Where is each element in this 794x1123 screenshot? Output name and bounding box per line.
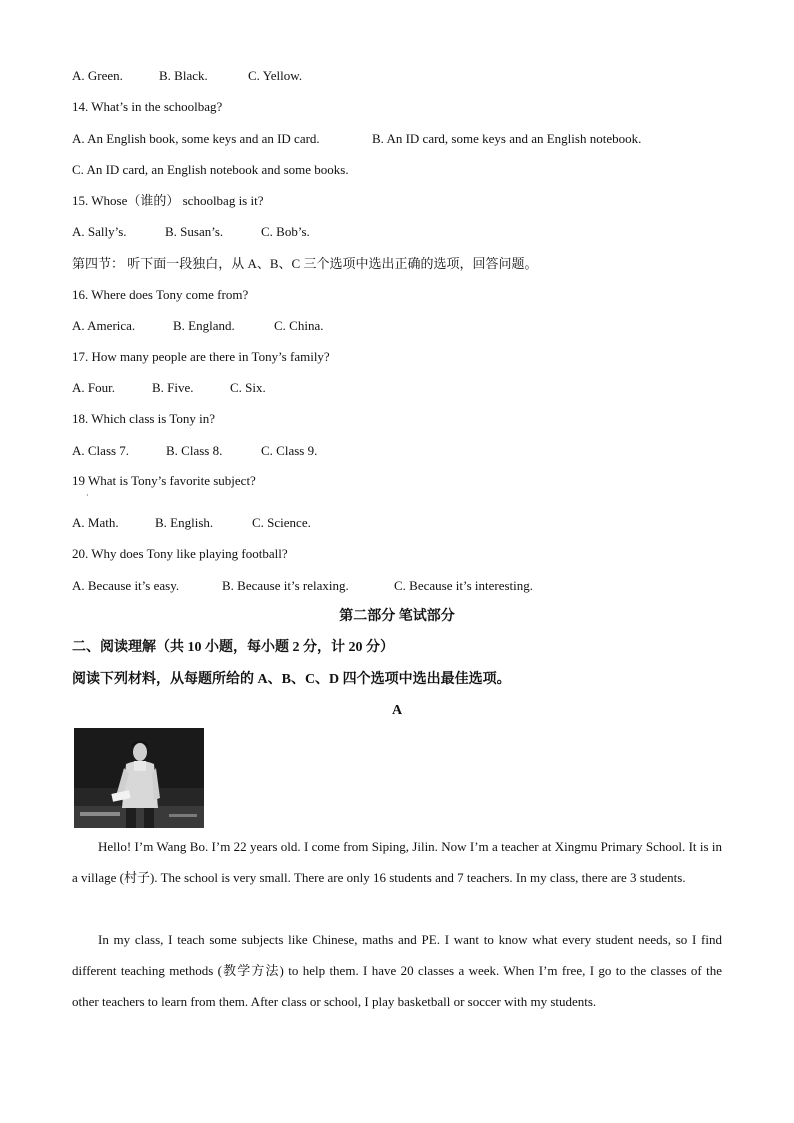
q19-options xyxy=(72,514,311,532)
option: A. Class 7. xyxy=(72,443,130,458)
q15-options xyxy=(72,223,310,241)
option: B. England. xyxy=(173,318,235,333)
question-17: 17. How many people are there in Tony’s family? xyxy=(72,349,330,364)
option: C. Class 9. xyxy=(261,443,318,458)
question-20: 20. Why does Tony like playing football? xyxy=(72,546,288,561)
q14-option-c: C. An ID card, an English notebook and some books. xyxy=(72,162,349,177)
option: A. Math. xyxy=(72,515,119,530)
option: A. An English book, some keys and an ID card. xyxy=(72,131,320,146)
option: A. Sally’s. xyxy=(72,224,127,239)
part-two-title: 第二部分 笔试部分 xyxy=(339,609,455,624)
option: B. Five. xyxy=(152,380,194,395)
q14-options xyxy=(72,130,641,148)
question-14: 14. What’s in the schoolbag? xyxy=(72,99,223,114)
q16-options xyxy=(72,317,323,335)
option: A. America. xyxy=(72,318,136,333)
question-15: 15. Whose（谁的） schoolbag is it? xyxy=(72,193,264,208)
option: A. Four. xyxy=(72,380,115,395)
option: C. Yellow. xyxy=(248,68,303,83)
passage-paragraph-2: In my class, I teach some subjects like Chinese, maths and PE. I want to know what every student needs, so I find different teaching methods (教学方法) to help them. I have 20 classes a week. When I’m free, I go to the classes of the other teachers to learn from them. After class or school, I play basketball or soccer with my students. xyxy=(72,932,722,1009)
section-4-instruction: 第四节： 听下面一段独白，从 A、B、C 三个选项中选出正确的选项，回答问题。 xyxy=(72,256,538,271)
passage-label: A xyxy=(391,703,403,718)
option: B. An ID card, some keys and an English notebook. xyxy=(372,131,642,146)
option: B. English. xyxy=(155,515,214,530)
section-title: 二、阅读理解（共 10 小题，每小题 2 分，计 20 分） xyxy=(72,640,394,655)
teacher-illustration xyxy=(74,728,204,828)
reading-instruction: 阅读下列材料，从每题所给的 A、B、C、D 四个选项中选出最佳选项。 xyxy=(72,672,511,687)
question-19: 19 What is Tony’s favorite subject? xyxy=(72,473,256,488)
q20-options xyxy=(72,577,533,595)
option: C. Six. xyxy=(230,380,266,395)
question-18: 18. Which class is Tony in? xyxy=(72,411,216,426)
option: C. China. xyxy=(274,318,324,333)
option: C. Because it’s interesting. xyxy=(394,578,534,593)
q17-options xyxy=(72,379,266,397)
q18-options xyxy=(72,442,317,460)
option: B. Susan’s. xyxy=(165,224,224,239)
option: B. Because it’s relaxing. xyxy=(222,578,349,593)
q13-options xyxy=(72,67,302,85)
option: A. Because it’s easy. xyxy=(72,578,180,593)
question-16: 16. Where does Tony come from? xyxy=(72,287,249,302)
option: C. Science. xyxy=(252,515,311,530)
option: B. Black. xyxy=(159,68,208,83)
option: B. Class 8. xyxy=(166,443,223,458)
teacher-photo xyxy=(74,728,204,828)
option: A. Green. xyxy=(72,68,123,83)
stray-mark: · xyxy=(86,491,89,500)
option: C. Bob’s. xyxy=(261,224,310,239)
passage-paragraph-1: Hello! I’m Wang Bo. I’m 22 years old. I come from Siping, Jilin. Now I’m a teacher at Xingmu Primary School. It is in a village (村子). The school is very small. There are only 16 students and 7 teachers. In my class, there are 3 students. xyxy=(72,839,722,885)
